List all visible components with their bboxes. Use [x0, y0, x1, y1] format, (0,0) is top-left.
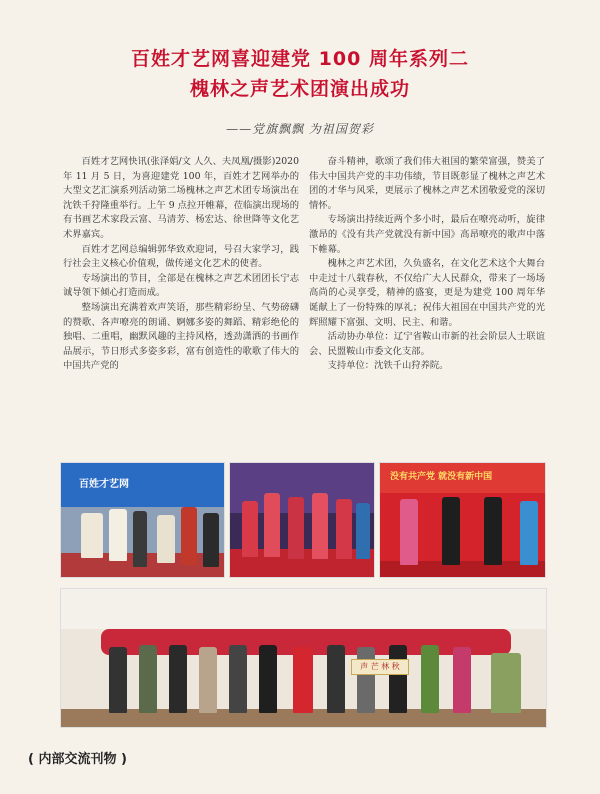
event-photo-group — [60, 588, 547, 728]
paragraph: 百姓才艺网总编辑郭华致欢迎词，号召大家学习，践行社会主义核心价值观，做传递文化艺术的使者。 — [63, 243, 299, 270]
calligraphy-sign: 声 芒 林 秋 — [351, 659, 409, 675]
right-column — [309, 155, 545, 455]
paragraph: 支持单位：沈铁千山狩养院。 — [327, 360, 449, 372]
article-subtitle: ——党旗飘飘 为祖国贺彩 — [226, 122, 374, 136]
stage-banner-text: 没有共产党 就没有新中国 — [390, 472, 493, 482]
stage-banner-text: 百姓才艺网 — [79, 479, 129, 490]
paragraph: 整场演出充满着欢声笑语，那些精彩纷呈、气势磅礴的赞歌、各声嘹亮的朗诵、婀娜多姿的舞蹈、精彩绝伦的独唱、二重唱，幽默风趣的主持风格，透劲潇洒的书画作品展示，节日形式多姿多彩，富有创造性的歌歌了伟大的中国共产党的 — [63, 301, 299, 372]
article-body — [63, 155, 545, 455]
event-photo-chorus — [379, 462, 546, 578]
title-line-2: 槐林之声艺术团演出成功 — [189, 78, 410, 100]
article-title — [0, 44, 600, 104]
paragraph: 奋斗精神，歌颂了我们伟大祖国的繁荣富强，赞美了伟大中国共产党的丰功伟绩，节目既彰显了槐林之声艺术团的才华与风采，更展示了槐林之声艺术团敬爱党的深切情怀。 — [309, 156, 545, 211]
event-photo-fan-dance — [229, 462, 375, 578]
paragraph: 专场演出持续近两个多小时，最后在嘹亮动听，旋律激昂的《没有共产党就没有新中国》高昂嘹亮的歌声中落下帷幕。 — [309, 214, 545, 255]
paragraph: 百姓才艺网快讯(张泽娟/文 人久、夫凤凰/摄影)2020 年 11 月 5 日，为喜迎建党 100 年，百姓才艺网举办的大型文艺汇演系列活动第二场槐林之声艺术团专场演出在沈铁千狩隆重举行。上午 9 点拉开帷幕，莅临演出现场的有书画艺术家段云富、马清芳、杨宏达、徐世降等文化艺术界嘉宾。 — [63, 156, 299, 240]
left-column — [63, 155, 299, 455]
paragraph: 槐林之声艺术团，久负盛名，在文化艺术这个大舞台中走过十八载春秋，不仅给广大人民群众，带来了一场场高尚的心灵享受，精神的盛宴，更是为建党 100 周年华诞献上了一份特殊的厚礼；祝伟大祖国在中国共产党的光辉照耀下富强、文明、民主、和谐。 — [309, 258, 545, 328]
publication-note: ( 内部交流刊物 ) — [28, 752, 127, 767]
event-photo-calligraphy — [60, 462, 225, 578]
paragraph: 活动协办单位：辽宁省鞍山市新的社会阶层人士联谊会、民盟鞍山市委文化支部。 — [309, 331, 545, 357]
paragraph: 专场演出的节目，全部是在槐林之声艺术团团长宁志诚导领下倾心打造而成。 — [63, 272, 299, 299]
title-line-1: 百姓才艺网喜迎建党 100 周年系列二 — [131, 48, 469, 70]
